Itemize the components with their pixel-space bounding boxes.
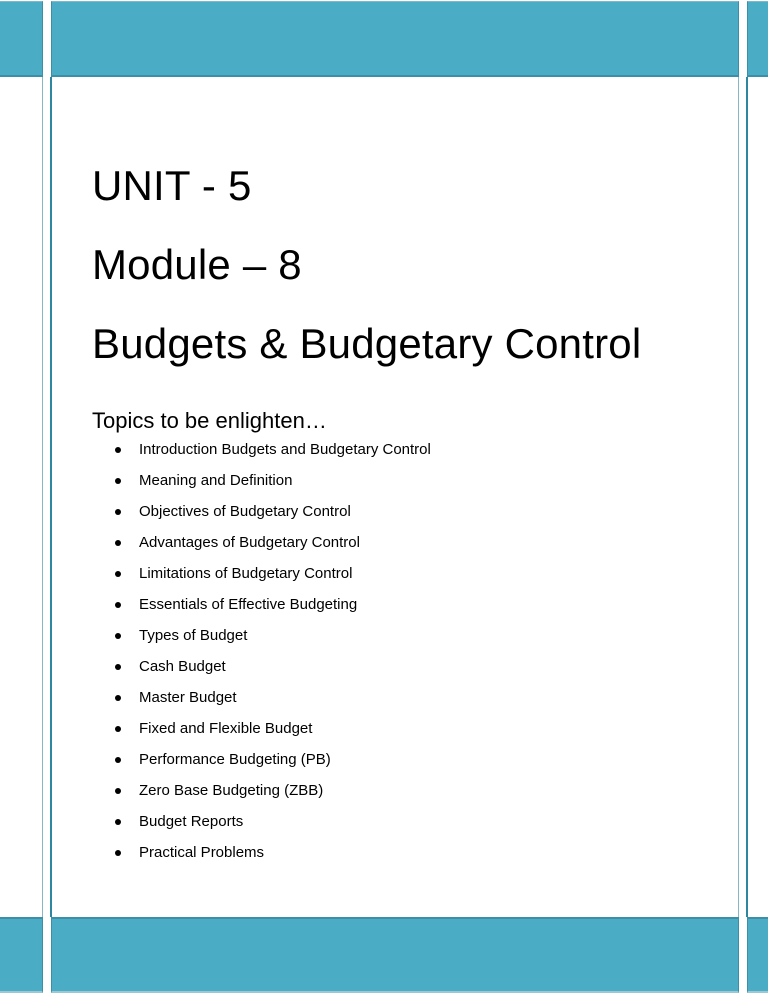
topics-heading: Topics to be enlighten… bbox=[92, 408, 327, 433]
topic-label: Essentials of Effective Budgeting bbox=[139, 596, 358, 613]
bullet-icon bbox=[115, 757, 121, 763]
left-rule-light bbox=[42, 77, 43, 917]
right-rule-light bbox=[738, 77, 739, 917]
topic-label: Meaning and Definition bbox=[139, 472, 293, 489]
bullet-icon bbox=[115, 850, 121, 856]
topic-label: Introduction Budgets and Budgetary Control bbox=[139, 441, 431, 458]
bullet-icon bbox=[115, 633, 121, 639]
list-item bbox=[92, 655, 431, 686]
topic-label: Advantages of Budgetary Control bbox=[139, 534, 360, 551]
list-item bbox=[92, 841, 431, 872]
list-item bbox=[92, 779, 431, 810]
bullet-icon bbox=[115, 695, 121, 701]
list-item bbox=[92, 469, 431, 500]
bullet-icon bbox=[115, 571, 121, 577]
list-item bbox=[92, 438, 431, 469]
bullet-icon bbox=[115, 819, 121, 825]
bullet-icon bbox=[115, 726, 121, 732]
footer-band bbox=[51, 917, 739, 993]
list-item bbox=[92, 810, 431, 841]
topic-label: Master Budget bbox=[139, 689, 237, 706]
topic-label: Cash Budget bbox=[139, 658, 226, 675]
bullet-icon bbox=[115, 788, 121, 794]
topic-label: Types of Budget bbox=[139, 627, 248, 644]
topic-label: Performance Budgeting (PB) bbox=[139, 751, 331, 768]
list-item bbox=[92, 686, 431, 717]
header-band-left bbox=[0, 1, 43, 77]
unit-heading: UNIT - 5 bbox=[92, 162, 252, 209]
module-heading: Module – 8 bbox=[92, 241, 302, 288]
list-item bbox=[92, 717, 431, 748]
list-item bbox=[92, 593, 431, 624]
list-item bbox=[92, 562, 431, 593]
bullet-icon bbox=[115, 540, 121, 546]
left-rule-dark bbox=[50, 77, 52, 917]
topic-label: Practical Problems bbox=[139, 844, 265, 861]
footer-band-left bbox=[0, 917, 43, 993]
topic-label: Budget Reports bbox=[139, 813, 244, 830]
list-item bbox=[92, 624, 431, 655]
list-item bbox=[92, 531, 431, 562]
right-rule-dark bbox=[746, 77, 748, 917]
header-band-right bbox=[747, 1, 768, 77]
list-item bbox=[92, 500, 431, 531]
bullet-icon bbox=[115, 602, 121, 608]
topic-label: Fixed and Flexible Budget bbox=[139, 720, 313, 737]
bullet-icon bbox=[115, 509, 121, 515]
topic-label: Objectives of Budgetary Control bbox=[139, 503, 351, 520]
topics-list bbox=[92, 438, 431, 872]
topic-label: Zero Base Budgeting (ZBB) bbox=[139, 782, 324, 799]
bullet-icon bbox=[115, 664, 121, 670]
topic-label: Limitations of Budgetary Control bbox=[139, 565, 353, 582]
list-item bbox=[92, 748, 431, 779]
page-title: Budgets & Budgetary Control bbox=[92, 320, 642, 367]
bullet-icon bbox=[115, 478, 121, 484]
bullet-icon bbox=[115, 447, 121, 453]
footer-band-right bbox=[747, 917, 768, 993]
header-band bbox=[51, 1, 739, 77]
